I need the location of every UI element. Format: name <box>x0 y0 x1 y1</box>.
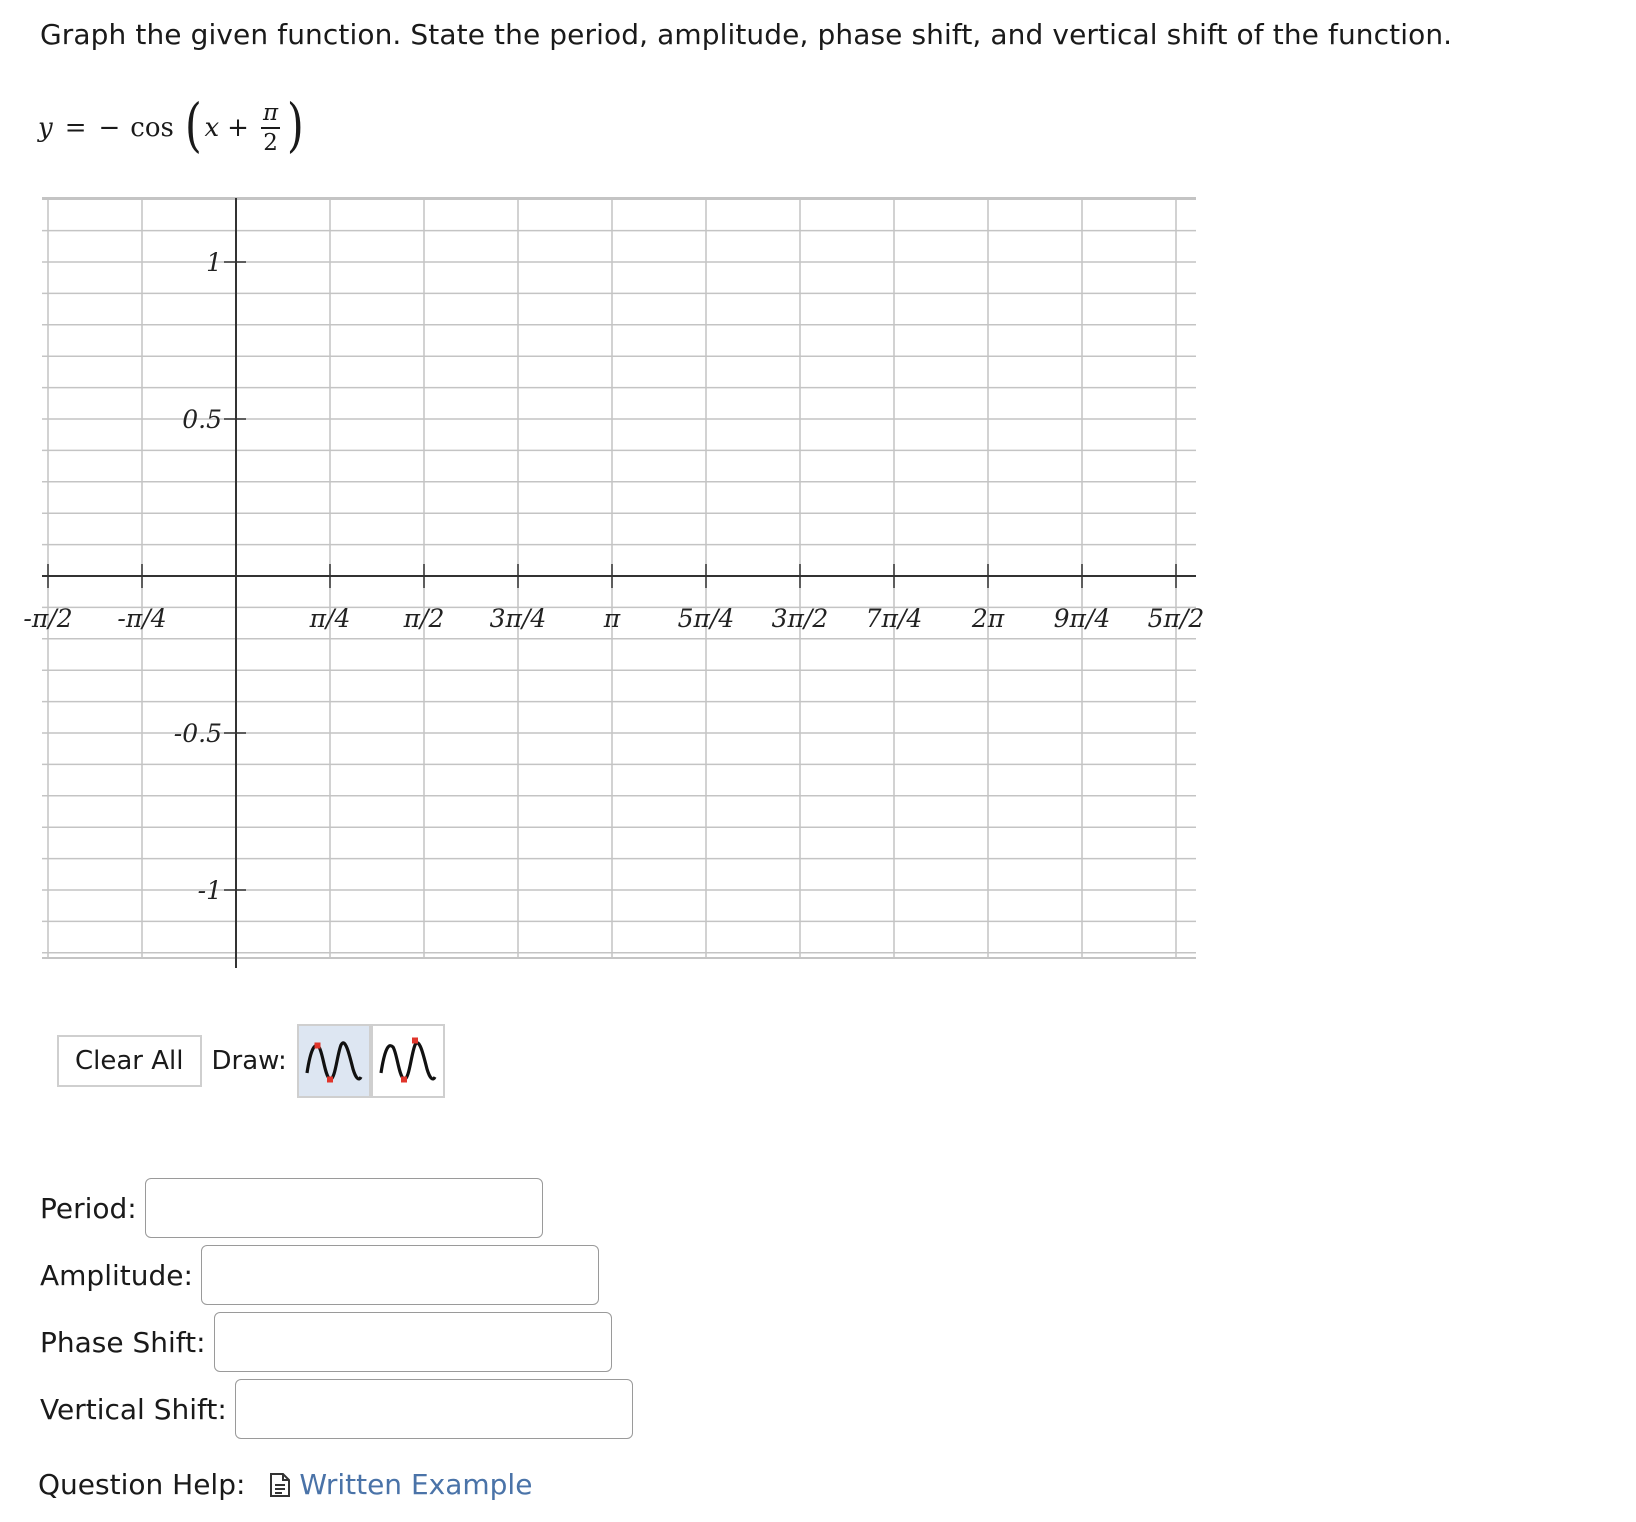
draw-label: Draw: <box>211 1046 287 1076</box>
graph-svg[interactable] <box>23 198 1266 1018</box>
x-tick-label: π/4 <box>309 604 351 633</box>
sine-wave-icon <box>303 1033 365 1089</box>
x-tick-label: 7π/4 <box>865 604 923 633</box>
vertical-shift-label: Vertical Shift: <box>40 1392 227 1426</box>
fraction-denominator: 2 <box>263 129 278 156</box>
x-tick-label: π/2 <box>403 604 445 633</box>
function-equation <box>38 88 307 168</box>
x-tick-label: -π/2 <box>23 604 73 633</box>
phase-shift-input[interactable] <box>214 1312 612 1372</box>
amplitude-row <box>40 1245 599 1305</box>
cosine-wave-tool-button[interactable] <box>371 1024 445 1098</box>
amplitude-input[interactable] <box>201 1245 599 1305</box>
x-tick-label: 3π/4 <box>489 604 547 633</box>
y-tick-label: -1 <box>197 876 222 905</box>
question-help-label: Question Help: <box>38 1468 246 1501</box>
graph-canvas[interactable] <box>23 198 1266 1018</box>
equation-sign: − <box>98 113 121 143</box>
y-tick-label: 1 <box>206 248 222 277</box>
period-label: Period: <box>40 1191 137 1225</box>
x-tick-label: 9π/4 <box>1053 604 1111 633</box>
question-help <box>38 1468 532 1501</box>
clear-all-button[interactable]: Clear All <box>57 1035 202 1087</box>
x-tick-label: -π/4 <box>117 604 167 633</box>
x-tick-label: 5π/2 <box>1147 604 1205 633</box>
vertical-shift-input[interactable] <box>235 1379 633 1439</box>
period-input[interactable] <box>145 1178 543 1238</box>
vertical-shift-row <box>40 1379 633 1439</box>
cosine-wave-icon <box>377 1033 439 1089</box>
x-tick-label: 2π <box>971 604 1005 633</box>
question-instructions: Graph the given function. State the period, amplitude, phase shift, and vertical shift of the function. <box>40 18 1453 51</box>
written-example-link[interactable]: Written Example <box>299 1468 533 1501</box>
graph-toolbar <box>57 1024 445 1098</box>
equation-fraction <box>261 101 280 155</box>
phase-shift-label: Phase Shift: <box>40 1325 206 1359</box>
phase-shift-row <box>40 1312 612 1372</box>
x-tick-label: 3π/2 <box>771 604 829 633</box>
equation-var: x <box>204 113 220 143</box>
amplitude-label: Amplitude: <box>40 1258 193 1292</box>
sine-wave-tool-button[interactable] <box>297 1024 371 1098</box>
equation-func: cos <box>130 113 174 143</box>
y-tick-label: -0.5 <box>173 719 222 748</box>
equation-close-paren: ) <box>286 91 304 159</box>
x-tick-label: π <box>603 604 621 633</box>
document-icon[interactable] <box>269 1472 291 1498</box>
y-tick-label: 0.5 <box>182 405 222 434</box>
fraction-bar <box>261 127 280 129</box>
equation-plus: + <box>227 113 249 143</box>
fraction-numerator: π <box>262 100 279 127</box>
equation-equals: = <box>64 113 87 143</box>
equation-lhs: y <box>38 113 53 143</box>
equation-open-paren: ( <box>184 91 202 159</box>
period-row <box>40 1178 543 1238</box>
x-tick-label: 5π/4 <box>677 604 735 633</box>
